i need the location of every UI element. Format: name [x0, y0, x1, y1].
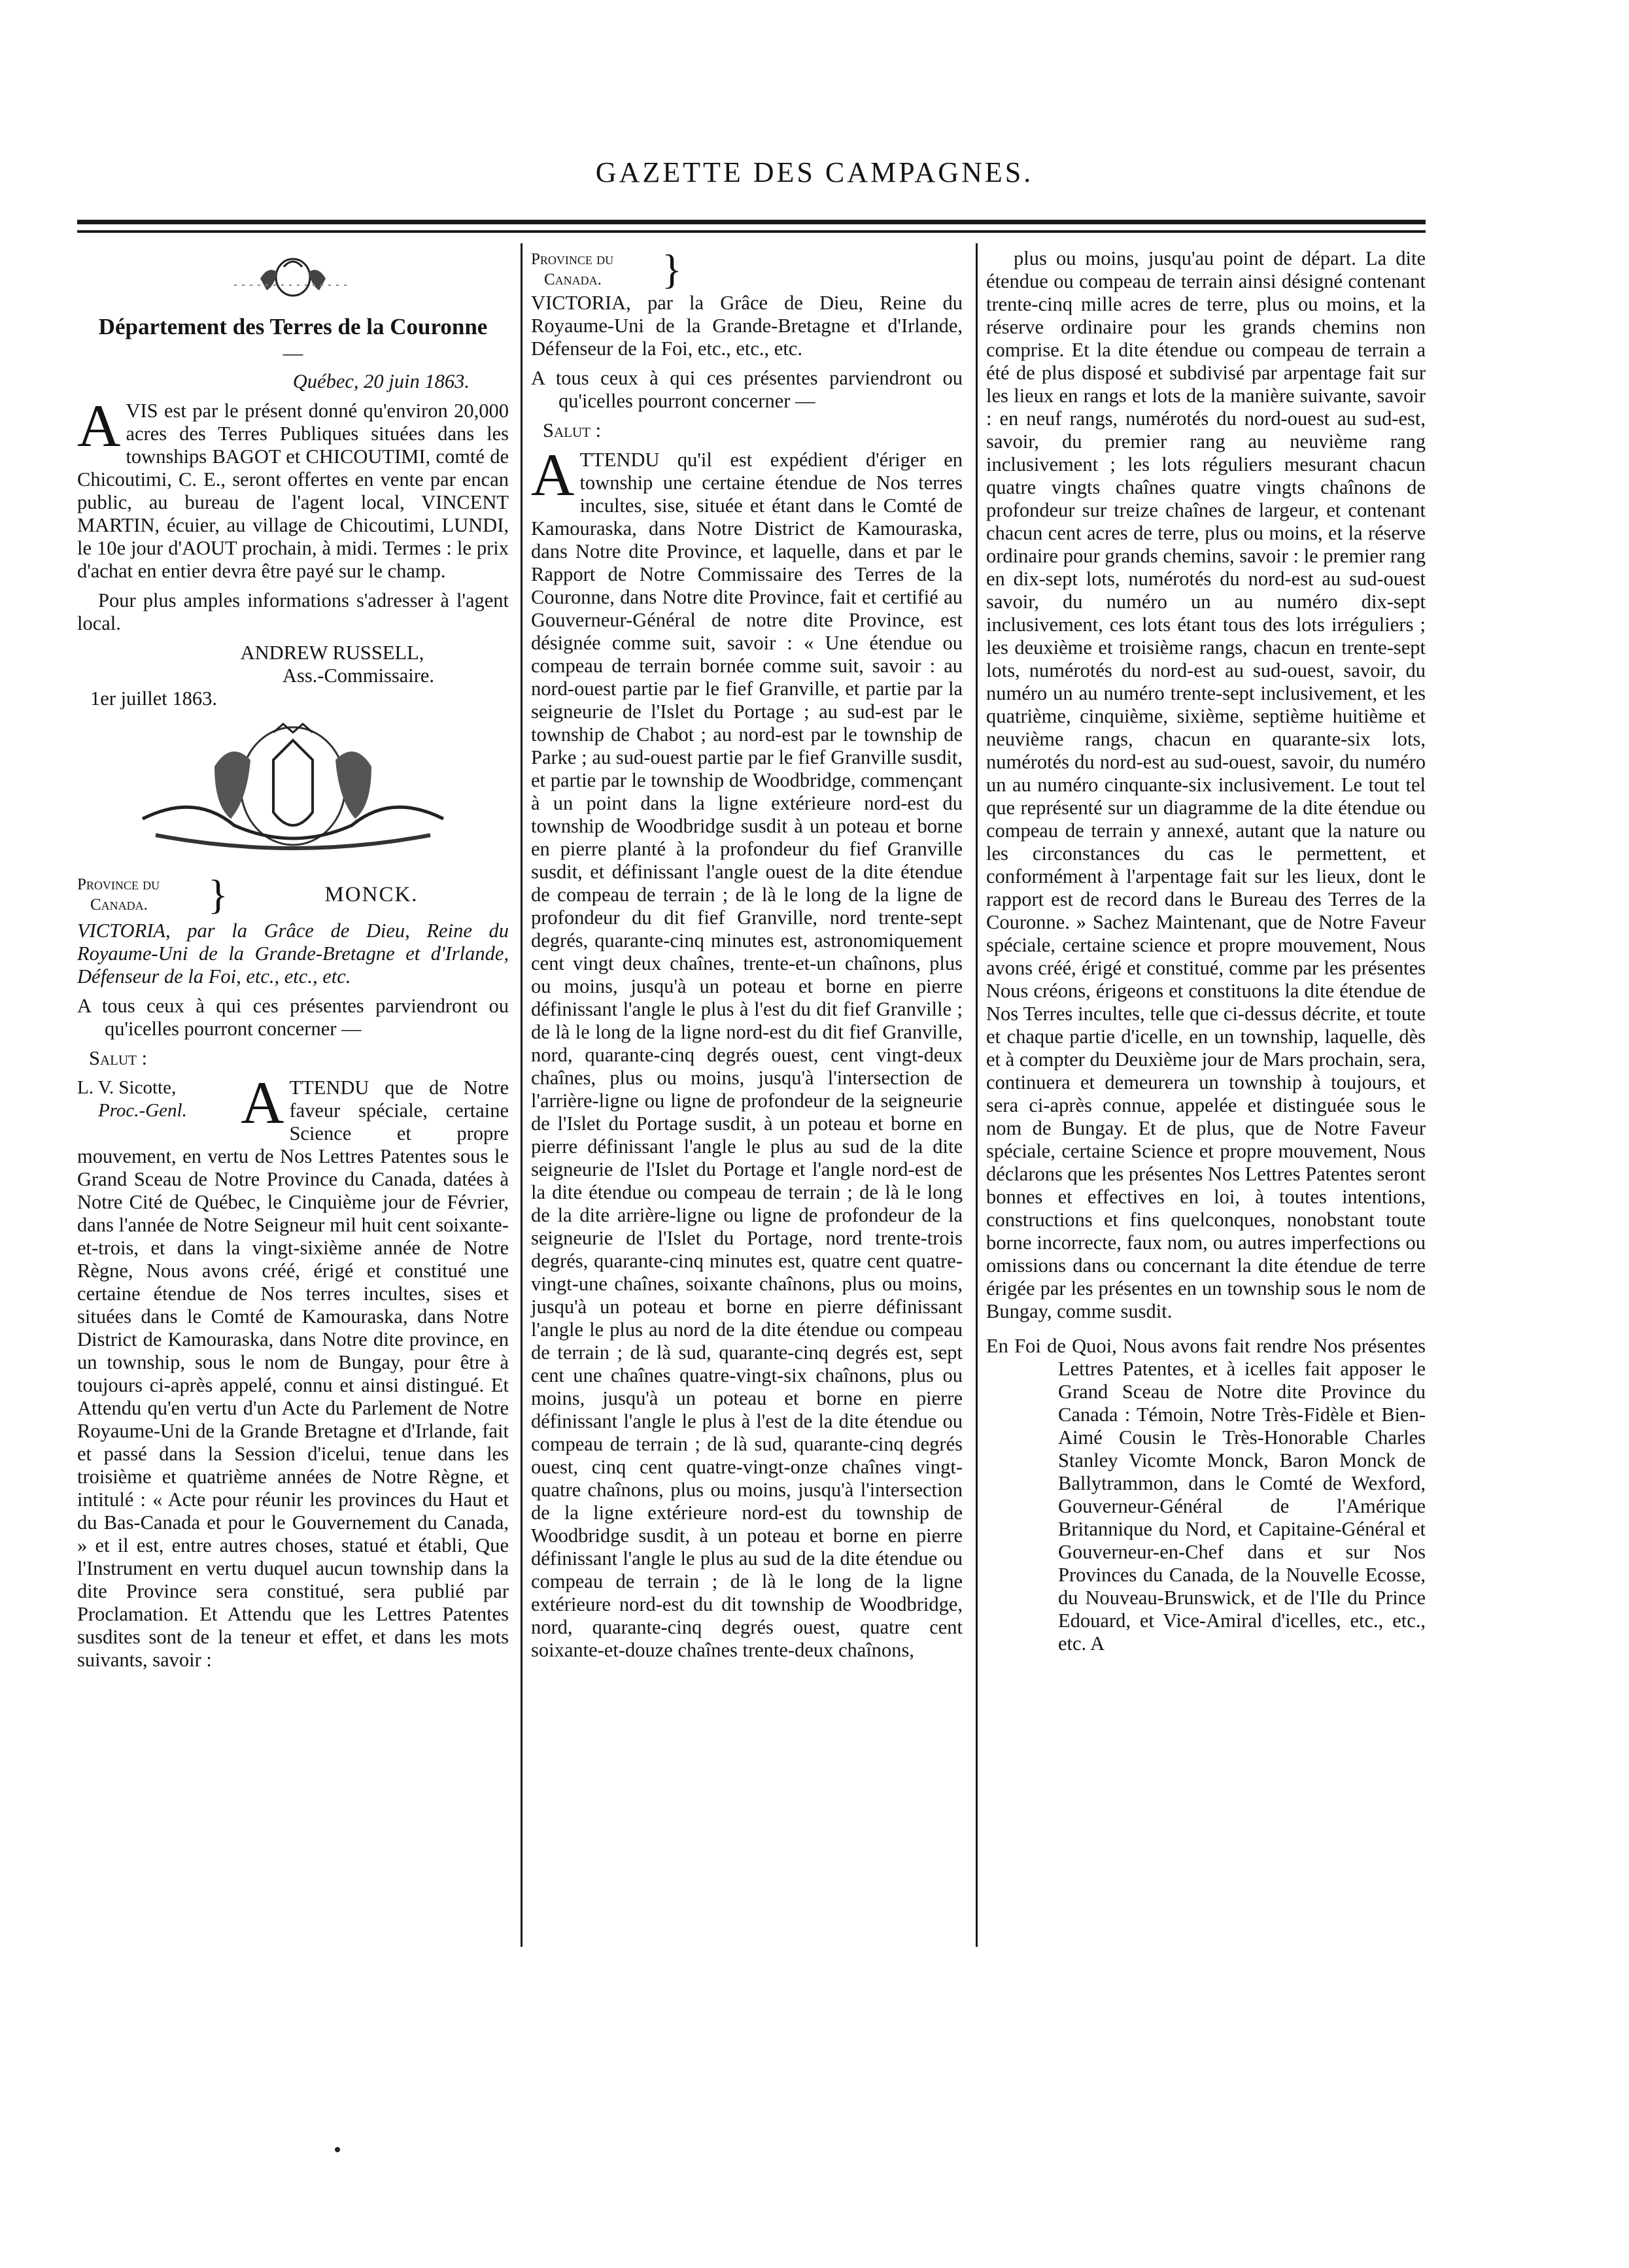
column-3: [986, 247, 1426, 1662]
header-rule-thick: [77, 220, 1426, 224]
victoria-text: VICTORIA, par la Grâce de Dieu, Reine du Royaume-Uni de la Grande-Bretagne et d'Irlande, Défenseur de la Foi, etc., etc., etc.: [77, 919, 509, 988]
tous-ceux-paragraph: A tous ceux à qui ces présentes parviendront ou qu'icelles pourront concerner —: [77, 995, 509, 1040]
victoria-paragraph: VICTORIA, par la Grâce de Dieu, Reine du Royaume-Uni de la Grande-Bretagne et d'Irlande, Défenseur de la Foi, etc., etc., etc.: [531, 292, 963, 360]
avis-body: VIS est par le présent donné qu'environ 20,000 acres des Terres Publiques situées dans les townships BAGOT et CHICOUTIMI, comté de Chicoutimi, C. E., seront offertes en vente par encan public, au bureau de l'agent local, VINCENT MARTIN, écuier, au village de Chicoutimi, LUNDI, le 10e jour d'AOUT prochain, à midi. Termes : le prix d'achat en entier devra être payé sur le champ.: [77, 400, 509, 582]
drop-cap: A: [77, 392, 121, 459]
royal-arms-large-icon: [116, 721, 470, 858]
salut: Salut :: [89, 1047, 148, 1069]
drop-cap: A: [531, 441, 575, 508]
signer-title: Ass.-Commissaire.: [282, 664, 435, 687]
attendu-body: TTENDU qu'il est expédient d'ériger en township une certaine étendue de Nos terres incultes, sise, située et étant dans le Comté de Kamouraska, dans Notre District de Kamouraska, dans Notre dite Province, et laquelle, dans et par le Rapport de Notre Commissaire des Terres de la Couronne, dans Notre dite Province, fait et certifié au Gouverneur-Général de notre dite Province, est désignée comme suit, savoir : « Une étendue ou compeau de terrain bornée comme suit, savoir : au nord-ouest partie par le fief Granville, et partie par la seigneurie de l'Islet du Portage ; au sud-est par le township de Chabot ; au nord-est par le township de Parke ; au sud-ouest partie par le fief Granville susdit, et partie par le township de Woodbridge, commençant à un point dans la ligne extérieure nord-est du township de Woodbridge susdit à un poteau et borne en pierre planté à la profondeur du fief Granville susdit, et définissant l'angle ouest de la dite étendue de compeau de terrain ; de là le long de la ligne de profondeur du dit fief Granville, nord trente-sept degrés, quarante-cinq minutes est, astronomiquement cent vingt deux chaînes, trente-et-un chaînons, plus ou moins, jusqu'à un poteau et borne en pierre définissant l'angle le plus à l'est du dit fief Granville ; de là le long de la ligne nord-est du dit fief Granville, nord, quarante-cinq degrés ouest, cent vingt-deux chaînes, plus ou moins, jusqu'à l'intersection de l'arrière-ligne ou ligne de profondeur de la seigneurie de l'Islet du Portage susdit, à un poteau et borne en pierre définissant l'angle le plus au sud de la dite seigneurie de l'Islet du Portage et l'angle nord-est de la dite étendue ou compeau de terrain ; de là le long de la dite arrière-ligne ou ligne de profondeur de la seigneurie de l'Islet du Portage, nord trente-trois degrés, quarante-cinq minutes est, quatre cent quatre-vingt-une chaînes, soixante chaînons, plus ou moins, jusqu'à un poteau et borne en pierre définissant l'angle le plus au nord de la dite étendue ou compeau de terrain ; de là sud, quarante-cinq degrés est, sept cent une chaînes quatre-vingt-six chaînons, plus ou moins, jusqu'à un poteau et borne en pierre définissant l'angle le plus à l'est de la dite étendue ou compeau de terrain ; de là sud, quarante-cinq degrés ouest, cinq cent quatre-vingt-onze chaînes vingt-quatre chaînons, plus ou moins, jusqu'à l'intersection de la ligne extérieure nord-est du township de Woodbridge susdit, à un poteau et borne en pierre définissant l'angle le plus au sud de la dite étendue ou compeau de terrain ; de là le long de la ligne extérieure nord-est du dit township de Woodbridge, nord, quarante-cinq degrés ouest, quatre cent soixante-et-douze chaînes trente-deux chaînons,: [531, 449, 963, 1661]
attendu-paragraph: [77, 1069, 509, 1672]
province-label-line: Province du: [531, 250, 614, 268]
signature-title: Proc.-Genl.: [98, 1100, 187, 1121]
page-header: GAZETTE DES CAMPAGNES.: [595, 156, 1034, 188]
salut: Salut :: [543, 419, 602, 441]
province-label-line: Canada.: [544, 271, 602, 288]
signer-name: ANDREW RUSSELL,: [240, 642, 424, 664]
province-heading: [531, 246, 963, 292]
dateline: Québec, 20 juin 1863.: [292, 370, 470, 392]
drop-cap: A: [241, 1069, 284, 1136]
ink-speck: [335, 2147, 340, 2152]
province-label: [531, 249, 662, 290]
department-title: Département des Terres de la Couronne: [98, 314, 488, 339]
province-label-line: Province du: [77, 876, 160, 893]
brace: }: [662, 246, 682, 292]
description-paragraph: plus ou moins, jusqu'au point de départ. La dite étendue ou compeau de terrain ainsi désigné contenant trente-cinq mille acres de terre, plus ou moins, et la réserve ordinaire pour les grands chemins non comprise. Et la dite étendue ou compeau de terrain a été de plus disposé et subdivisé par arpentage fait sur les lieux en rangs et lots de la manière suivante, savoir : en neuf rangs, numérotés du nord-ouest au sud-est, savoir, du premier rang au neuvième rang inclusivement ; les lots réguliers mesurant chacun quatre vingts chaînes quatre vingts chaînons de profondeur sur treize chaînes de largeur, et contenant chacun cent acres de terre, plus ou moins, et la réserve ordinaire pour grands chemins, savoir : le premier rang en dix-sept lots, numérotés du nord-est au sud-ouest savoir, du numéro un au numéro dix-sept inclusivement, ces lots étant tous des lots irréguliers ; les deuxième et troisième rangs, chacun en trente-sept lots, numérotés du nord-est au sud-ouest, savoir, du numéro un au numéro trente-sept inclusivement, et les quatrième, cinquième, sixième, septième huitième et neuvième rangs, chacun en quarante-six lots, numérotés du nord-est au sud-ouest, savoir, du numéro un au numéro cinquante-six inclusivement. Le tout tel que représenté sur un diagramme de la dite étendue ou compeau de terrain y annexé, autant que la nature ou les circonstances du cas le permettent, et conformément à l'arpentage fait sur les lieux, dont le rapport est de record dans le Bureau des Terres de la Couronne. » Sachez Maintenant, que de Notre Faveur spéciale, certaine science et propre mouvement, Nous avons créé, érigé et constitué, comme par les présentes Nous créons, érigeons et constituons la dite étendue de Nos Terres incultes, telle que ci-dessus décrite, et toute et chaque partie d'icelle, en un township, laquelle, dès et à compter du Deuxième jour de Mars prochain, sera, continuera et demeurera un township à toujours, et sera ci-après connue, appelée et distinguée sous le nom de Bungay. Et de plus, que de Notre Faveur spéciale, certaine Science et propre mouvement, Nous déclarons que les présentes Nos Lettres Patentes seront bonnes et effectives en loi, à toutes intentions, constructions et fins quelconques, nonobstant toute borne incorrecte, faux nom, ou autres imperfections ou omissions dans ou concernant la dite étendue de terre érigée par les présentes en un township sous le nom de Bungay, comme susdit.: [986, 247, 1426, 1322]
signed-date: 1er juillet 1863.: [90, 687, 217, 710]
separator-dash: —: [283, 342, 303, 364]
tous-ceux-paragraph: A tous ceux à qui ces présentes parviendront ou qu'icelles pourront concerner —: [531, 367, 963, 412]
royal-arms-small-icon: [221, 252, 365, 298]
province-label-line: Canada.: [90, 896, 148, 914]
attendu-paragraph: [531, 441, 963, 1662]
attendu-body: TTENDU que de Notre faveur spéciale, certaine Science et propre mouvement, en vertu de Nos Lettres Patentes sous le Grand Sceau de Notre Province du Canada, datées à Notre Cité de Québec, le Cinquième jour de Février, dans l'année de Notre Seigneur mil huit cent soixante-et-trois, et dans la vingt-sixième année de Notre Règne, Nous avons créé, érigé et constitué une certaine étendue de Nos terres incultes, sises et situées dans le Comté de Kamouraska, dans Notre District de Kamouraska, dans Notre dite province, en un township, sous le nom de Bungay, pour être à toujours ci-après appelé, connu et ainsi distingué. Et Attendu qu'en vertu d'un Acte du Parlement de Notre Royaume-Uni de la Grande Bretagne et d'Irlande, fait et passé dans la Session d'icelui, tenue dans les troisième et quatrième années de Notre Règne, et intitulé : « Acte pour réunir les provinces du Haut et du Bas-Canada et pour le Gouvernement du Canada, » et il est, entre autres choses, statué et établi, Que l'Instrument en vertu duquel aucun township dans la dite Province sera constitué, sera publié par Proclamation. Et Attendu que les Lettres Patentes susdites sont de la teneur et effet, et dans les mots suivants, savoir :: [77, 1076, 509, 1671]
brace: }: [208, 871, 228, 918]
column-2: [531, 246, 963, 1668]
victoria-paragraph: [77, 919, 509, 988]
closing-paragraph: En Foi de Quoi, Nous avons fait rendre Nos présentes Lettres Patentes, et à icelles fait apposer le Grand Sceau de Notre dite Province du Canada : Témoin, Notre Très-Fidèle et Bien-Aimé Cousin le Très-Honorable Charles Stanley Vicomte Monck, Baron Monck de Ballytrammon, dans le Comté de Wexford, Gouverneur-Général de l'Amérique Britannique du Nord, et Capitaine-Général et Gouverneur-en-Chef dans et sur Nos Provinces du Canada, de la Nouvelle Ecosse, du Nouveau-Brunswick, et de l'Ile du Prince Edouard, et Vice-Amiral d'icelles, etc., etc., etc. A: [986, 1335, 1426, 1655]
column-1: [77, 249, 509, 1678]
province-label: [77, 874, 208, 915]
info-paragraph: Pour plus amples informations s'adresser à l'agent local.: [77, 589, 509, 634]
county-name: MONCK.: [324, 882, 419, 906]
column-divider: [521, 243, 523, 1947]
signature-name: L. V. Sicotte,: [77, 1077, 177, 1098]
province-heading: [77, 871, 509, 918]
signature-block: [77, 1076, 241, 1122]
column-divider: [976, 243, 978, 1947]
avis-paragraph: [77, 392, 509, 583]
header-rule-thin: [77, 230, 1426, 233]
